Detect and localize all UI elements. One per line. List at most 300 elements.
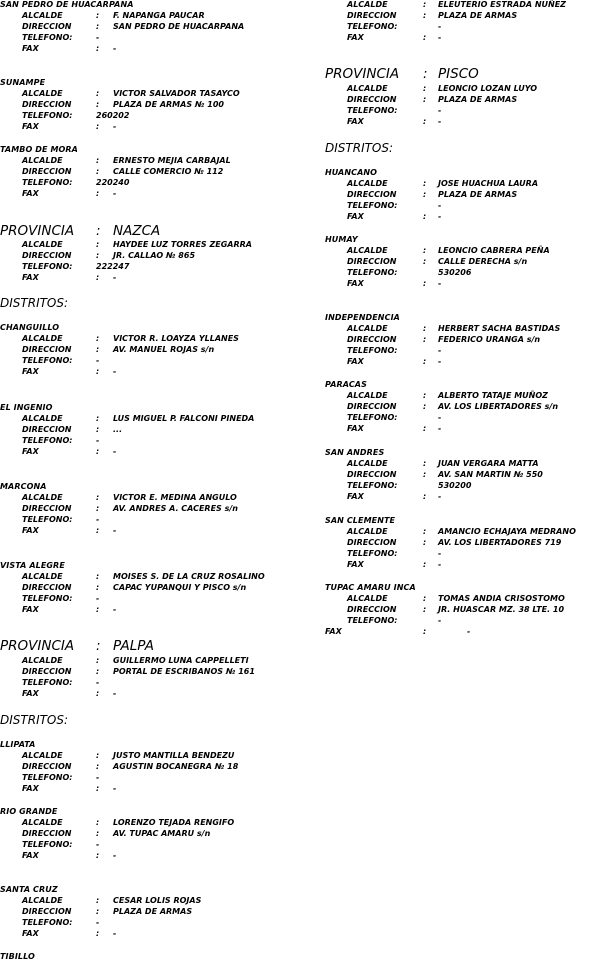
alcalde-value: JUAN VERGARA MATTA: [438, 459, 539, 468]
direccion-label: DIRECCION: [347, 257, 397, 266]
direccion-label: DIRECCION: [347, 190, 397, 199]
direccion-colon: :: [423, 11, 427, 20]
direccion-colon: :: [96, 22, 100, 31]
fax-label: FAX: [22, 929, 39, 938]
alcalde-colon: :: [423, 324, 427, 333]
direccion-colon: :: [96, 907, 100, 916]
fax-value: -: [113, 189, 117, 198]
direccion-row: [0, 167, 300, 178]
fax-value: -: [438, 357, 442, 366]
telefono-value: -: [96, 918, 100, 927]
telefono-label: TELEFONO:: [22, 111, 73, 120]
direccion-value: PLAZA DE ARMAS: [113, 907, 193, 916]
fax-row: [0, 605, 300, 616]
direccion-value: AV. MANUEL ROJAS s/n: [113, 345, 215, 354]
fax-colon: :: [96, 44, 100, 53]
direccion-label: DIRECCION: [347, 11, 397, 20]
fax-row: [0, 851, 300, 862]
fax-row: [325, 492, 602, 503]
fax-value: -: [113, 447, 117, 456]
fax-colon: :: [96, 689, 100, 698]
district-name: SAN CLEMENTE: [325, 516, 396, 525]
direccion-label: DIRECCION: [22, 167, 72, 176]
alcalde-row: [325, 527, 602, 538]
alcalde-colon: :: [423, 527, 427, 536]
alcalde-label: ALCALDE: [347, 459, 388, 468]
fax-value: -: [113, 689, 117, 698]
direccion-label: DIRECCION: [22, 762, 72, 771]
province-label: PROVINCIA: [0, 638, 75, 654]
telefono-value: -: [438, 22, 442, 31]
alcalde-label: ALCALDE: [347, 324, 388, 333]
telefono-row: [0, 515, 300, 526]
province-label: PROVINCIA: [0, 223, 75, 239]
direccion-label: DIRECCION: [347, 470, 397, 479]
telefono-value: -: [96, 773, 100, 782]
direccion-value: SAN PEDRO DE HUACARPANA: [113, 22, 245, 31]
alcalde-label: ALCALDE: [22, 240, 63, 249]
telefono-label: TELEFONO:: [22, 594, 73, 603]
direccion-label: DIRECCION: [22, 583, 72, 592]
alcalde-row: [325, 324, 602, 335]
direccion-label: DIRECCION: [22, 425, 72, 434]
direccion-label: DIRECCION: [22, 100, 72, 109]
alcalde-value: JUSTO MANTILLA BENDEZU: [113, 751, 235, 760]
fax-colon: :: [423, 627, 427, 636]
direccion-row: [0, 251, 300, 262]
telefono-value: -: [96, 678, 100, 687]
alcalde-colon: :: [96, 240, 100, 249]
alcalde-label: ALCALDE: [22, 89, 63, 98]
telefono-value: -: [438, 549, 442, 558]
direccion-value: AV. LOS LIBERTADORES 719: [438, 538, 562, 547]
alcalde-value: LORENZO TEJADA RENGIFO: [113, 818, 235, 827]
direccion-row: [0, 22, 300, 33]
direccion-label: DIRECCION: [22, 22, 72, 31]
fax-colon: :: [423, 357, 427, 366]
fax-row: [325, 33, 602, 44]
fax-colon: :: [96, 526, 100, 535]
fax-value: -: [438, 560, 442, 569]
direccion-label: DIRECCION: [22, 504, 72, 513]
alcalde-colon: :: [96, 751, 100, 760]
alcalde-row: [0, 156, 300, 167]
telefono-label: TELEFONO:: [347, 201, 398, 210]
fax-label: FAX: [347, 560, 364, 569]
fax-value: -: [113, 367, 117, 376]
fax-row: [325, 627, 602, 638]
districts-heading: DISTRITOS:: [0, 296, 69, 310]
fax-colon: :: [96, 447, 100, 456]
district-name: VISTA ALEGRE: [0, 561, 65, 570]
direccion-row: [0, 425, 300, 436]
telefono-value: -: [438, 413, 442, 422]
alcalde-label: ALCALDE: [22, 414, 63, 423]
fax-label: FAX: [347, 357, 364, 366]
fax-colon: :: [423, 492, 427, 501]
fax-colon: :: [423, 279, 427, 288]
direccion-label: DIRECCION: [22, 907, 72, 916]
telefono-row: [0, 678, 300, 689]
fax-value: -: [438, 424, 442, 433]
alcalde-colon: :: [96, 818, 100, 827]
alcalde-row: [0, 414, 300, 425]
alcalde-value: CESAR LOLIS ROJAS: [113, 896, 202, 905]
direccion-value: AV. TUPAC AMARU s/n: [113, 829, 211, 838]
fax-row: [325, 117, 602, 128]
direccion-value: PLAZA DE ARMAS: [438, 190, 518, 199]
direccion-value: CALLE DERECHA s/n: [438, 257, 528, 266]
direccion-label: DIRECCION: [22, 251, 72, 260]
alcalde-row: [325, 391, 602, 402]
district-name: SANTA CRUZ: [0, 885, 58, 894]
direccion-colon: :: [96, 762, 100, 771]
telefono-value: 220240: [96, 178, 130, 187]
province-name: PALPA: [113, 638, 154, 654]
telefono-value: -: [438, 616, 442, 625]
direccion-colon: :: [96, 100, 100, 109]
fax-row: [0, 44, 300, 55]
telefono-row: [0, 111, 300, 122]
fax-row: [0, 189, 300, 200]
alcalde-label: ALCALDE: [347, 391, 388, 400]
fax-label: FAX: [347, 492, 364, 501]
fax-row: [325, 212, 602, 223]
telefono-value: -: [96, 840, 100, 849]
direccion-colon: :: [423, 402, 427, 411]
fax-label: FAX: [22, 689, 39, 698]
district-name: RIO GRANDE: [0, 807, 58, 816]
fax-label: FAX: [347, 117, 364, 126]
direccion-value: PLAZA DE ARMAS: [438, 11, 518, 20]
province-colon: :: [423, 66, 428, 82]
telefono-row: [0, 262, 300, 273]
alcalde-colon: :: [96, 896, 100, 905]
fax-row: [0, 122, 300, 133]
alcalde-label: ALCALDE: [347, 527, 388, 536]
direccion-colon: :: [423, 335, 427, 344]
alcalde-value: F. NAPANGA PAUCAR: [113, 11, 205, 20]
direccion-colon: :: [96, 167, 100, 176]
alcalde-value: HAYDEE LUZ TORRES ZEGARRA: [113, 240, 252, 249]
alcalde-row: [325, 594, 602, 605]
fax-label: FAX: [347, 424, 364, 433]
telefono-row: [0, 356, 300, 367]
district-name: SAN ANDRES: [325, 448, 385, 457]
direccion-label: DIRECCION: [347, 605, 397, 614]
fax-label: FAX: [22, 851, 39, 860]
fax-value: -: [113, 526, 117, 535]
alcalde-label: ALCALDE: [347, 594, 388, 603]
fax-colon: :: [96, 784, 100, 793]
alcalde-row: [0, 751, 300, 762]
telefono-row: [325, 201, 602, 212]
alcalde-colon: :: [423, 84, 427, 93]
alcalde-label: ALCALDE: [22, 572, 63, 581]
direccion-label: DIRECCION: [22, 345, 72, 354]
direccion-row: [0, 100, 300, 111]
telefono-row: [0, 594, 300, 605]
telefono-label: TELEFONO:: [347, 481, 398, 490]
alcalde-value: ALBERTO TATAJE MUÑOZ: [438, 391, 548, 400]
alcalde-value: GUILLERMO LUNA CAPPELLETI: [113, 656, 249, 665]
alcalde-colon: :: [96, 656, 100, 665]
fax-colon: :: [423, 560, 427, 569]
alcalde-colon: :: [96, 414, 100, 423]
alcalde-row: [0, 334, 300, 345]
alcalde-colon: :: [423, 179, 427, 188]
alcalde-row: [325, 246, 602, 257]
direccion-colon: :: [96, 345, 100, 354]
telefono-label: TELEFONO:: [22, 918, 73, 927]
direccion-colon: :: [96, 425, 100, 434]
fax-label: FAX: [22, 605, 39, 614]
fax-label: FAX: [22, 784, 39, 793]
alcalde-colon: :: [96, 572, 100, 581]
fax-label: FAX: [347, 33, 364, 42]
alcalde-row: [325, 84, 602, 95]
alcalde-label: ALCALDE: [22, 334, 63, 343]
fax-row: [325, 424, 602, 435]
telefono-value: -: [438, 106, 442, 115]
alcalde-label: ALCALDE: [22, 818, 63, 827]
direccion-label: DIRECCION: [22, 829, 72, 838]
districts-heading: DISTRITOS:: [325, 141, 394, 155]
fax-colon: :: [96, 605, 100, 614]
direccion-label: DIRECCION: [347, 95, 397, 104]
alcalde-colon: :: [423, 594, 427, 603]
telefono-value: 222247: [96, 262, 130, 271]
fax-value: -: [113, 605, 117, 614]
alcalde-row: [0, 896, 300, 907]
direccion-row: [0, 907, 300, 918]
direccion-value: AV. ANDRES A. CACERES s/n: [113, 504, 238, 513]
direccion-colon: :: [423, 470, 427, 479]
direccion-row: [325, 470, 602, 481]
telefono-row: [0, 773, 300, 784]
alcalde-label: ALCALDE: [22, 751, 63, 760]
telefono-label: TELEFONO:: [22, 262, 73, 271]
alcalde-label: ALCALDE: [22, 896, 63, 905]
direccion-row: [325, 538, 602, 549]
fax-row: [0, 929, 300, 940]
alcalde-value: ELEUTERIO ESTRADA NUÑEZ: [438, 0, 566, 9]
telefono-row: [325, 549, 602, 560]
fax-row: [325, 560, 602, 571]
direccion-value: ...: [113, 425, 123, 434]
fax-value: -: [467, 627, 471, 636]
province-label: PROVINCIA: [325, 66, 400, 82]
district-name: LLIPATA: [0, 740, 36, 749]
district-name: HUMAY: [325, 235, 358, 244]
telefono-value: -: [96, 594, 100, 603]
direccion-row: [0, 829, 300, 840]
fax-colon: :: [96, 122, 100, 131]
direccion-colon: :: [96, 583, 100, 592]
alcalde-value: JOSE HUACHUA LAURA: [438, 179, 539, 188]
fax-value: -: [438, 492, 442, 501]
telefono-value: 260202: [96, 111, 130, 120]
alcalde-label: ALCALDE: [347, 0, 388, 9]
telefono-row: [0, 840, 300, 851]
direccion-value: FEDERICO URANGA s/n: [438, 335, 541, 344]
fax-colon: :: [96, 929, 100, 938]
alcalde-row: [0, 656, 300, 667]
direccion-row: [325, 402, 602, 413]
alcalde-row: [0, 240, 300, 251]
telefono-value: 530206: [438, 268, 472, 277]
district-name: HUANCANO: [325, 168, 378, 177]
alcalde-colon: :: [423, 246, 427, 255]
fax-colon: :: [423, 117, 427, 126]
district-name: CHANGUILLO: [0, 323, 60, 332]
telefono-row: [0, 33, 300, 44]
district-name: SAN PEDRO DE HUACARPANA: [0, 0, 134, 9]
direccion-row: [0, 667, 300, 678]
telefono-label: TELEFONO:: [22, 678, 73, 687]
direccion-value: PLAZA DE ARMAS: [438, 95, 518, 104]
telefono-row: [325, 268, 602, 279]
fax-row: [0, 689, 300, 700]
province-colon: :: [96, 638, 101, 654]
province-name: PISCO: [438, 66, 479, 82]
direccion-value: AV. SAN MARTIN № 550: [438, 470, 543, 479]
telefono-value: -: [438, 346, 442, 355]
direccion-label: DIRECCION: [347, 538, 397, 547]
alcalde-row: [0, 11, 300, 22]
fax-label: FAX: [325, 627, 342, 636]
direccion-colon: :: [423, 95, 427, 104]
fax-value: -: [113, 851, 117, 860]
direccion-colon: :: [96, 251, 100, 260]
alcalde-value: TOMAS ANDIA CRISOSTOMO: [438, 594, 565, 603]
fax-colon: :: [96, 851, 100, 860]
alcalde-row: [0, 89, 300, 100]
alcalde-value: LEONCIO CABRERA PEÑA: [438, 246, 550, 255]
direccion-colon: :: [96, 667, 100, 676]
fax-row: [325, 279, 602, 290]
alcalde-value: AMANCIO ECHAJAYA MEDRANO: [438, 527, 576, 536]
alcalde-label: ALCALDE: [22, 11, 63, 20]
direccion-row: [0, 762, 300, 773]
province-colon: :: [96, 223, 101, 239]
alcalde-value: HERBERT SACHA BASTIDAS: [438, 324, 561, 333]
telefono-row: [0, 436, 300, 447]
alcalde-label: ALCALDE: [22, 493, 63, 502]
alcalde-row: [0, 818, 300, 829]
fax-value: -: [438, 212, 442, 221]
alcalde-colon: :: [96, 156, 100, 165]
alcalde-colon: :: [423, 459, 427, 468]
telefono-label: TELEFONO:: [347, 616, 398, 625]
direccion-value: JR. CALLAO № 865: [113, 251, 196, 260]
direccion-colon: :: [96, 504, 100, 513]
telefono-label: TELEFONO:: [347, 413, 398, 422]
direccion-colon: :: [423, 538, 427, 547]
alcalde-row: [0, 493, 300, 504]
fax-label: FAX: [22, 44, 39, 53]
telefono-label: TELEFONO:: [22, 33, 73, 42]
district-name: TIBILLO: [0, 952, 35, 961]
telefono-value: -: [438, 201, 442, 210]
fax-label: FAX: [347, 212, 364, 221]
direccion-label: DIRECCION: [347, 335, 397, 344]
telefono-value: -: [96, 356, 100, 365]
direccion-row: [325, 95, 602, 106]
fax-value: -: [438, 279, 442, 288]
telefono-value: -: [96, 33, 100, 42]
fax-row: [0, 447, 300, 458]
direccion-row: [325, 335, 602, 346]
alcalde-value: ERNESTO MEJIA CARBAJAL: [113, 156, 231, 165]
direccion-colon: :: [423, 190, 427, 199]
alcalde-colon: :: [96, 89, 100, 98]
fax-label: FAX: [347, 279, 364, 288]
alcalde-label: ALCALDE: [347, 179, 388, 188]
fax-colon: :: [96, 189, 100, 198]
telefono-row: [0, 178, 300, 189]
direccion-colon: :: [96, 829, 100, 838]
district-name: EL INGENIO: [0, 403, 53, 412]
district-name: TUPAC AMARU INCA: [325, 583, 416, 592]
alcalde-row: [325, 459, 602, 470]
alcalde-row: [325, 0, 602, 11]
fax-label: FAX: [22, 447, 39, 456]
fax-value: -: [113, 784, 117, 793]
telefono-label: TELEFONO:: [22, 178, 73, 187]
direccion-value: CAPAC YUPANQUI Y PISCO s/n: [113, 583, 247, 592]
fax-label: FAX: [22, 122, 39, 131]
fax-colon: :: [96, 273, 100, 282]
telefono-row: [325, 616, 602, 627]
telefono-label: TELEFONO:: [347, 106, 398, 115]
direccion-value: JR. HUASCAR MZ. 38 LTE. 10: [438, 605, 565, 614]
telefono-label: TELEFONO:: [22, 840, 73, 849]
telefono-row: [325, 22, 602, 33]
telefono-label: TELEFONO:: [347, 268, 398, 277]
fax-row: [325, 357, 602, 368]
telefono-label: TELEFONO:: [347, 22, 398, 31]
alcalde-value: LEONCIO LOZAN LUYO: [438, 84, 538, 93]
fax-row: [0, 526, 300, 537]
alcalde-row: [0, 572, 300, 583]
direccion-row: [0, 583, 300, 594]
district-name: SUNAMPE: [0, 78, 46, 87]
district-name: MARCONA: [0, 482, 47, 491]
fax-value: -: [113, 273, 117, 282]
alcalde-colon: :: [423, 0, 427, 9]
direccion-row: [325, 605, 602, 616]
direccion-value: AV. LOS LIBERTADORES s/n: [438, 402, 559, 411]
alcalde-value: VICTOR E. MEDINA ANGULO: [113, 493, 237, 502]
telefono-label: TELEFONO:: [22, 515, 73, 524]
fax-colon: :: [96, 367, 100, 376]
direccion-label: DIRECCION: [347, 402, 397, 411]
fax-colon: :: [423, 424, 427, 433]
telefono-value: 530200: [438, 481, 472, 490]
telefono-row: [325, 481, 602, 492]
fax-row: [0, 784, 300, 795]
direccion-value: PLAZA DE ARMAS № 100: [113, 100, 224, 109]
alcalde-value: MOISES S. DE LA CRUZ ROSALINO: [113, 572, 265, 581]
alcalde-colon: :: [96, 493, 100, 502]
alcalde-value: VICTOR SALVADOR TASAYCO: [113, 89, 240, 98]
direccion-value: CALLE COMERCIO № 112: [113, 167, 224, 176]
direccion-label: DIRECCION: [22, 667, 72, 676]
fax-row: [0, 273, 300, 284]
direccion-row: [325, 190, 602, 201]
fax-row: [0, 367, 300, 378]
